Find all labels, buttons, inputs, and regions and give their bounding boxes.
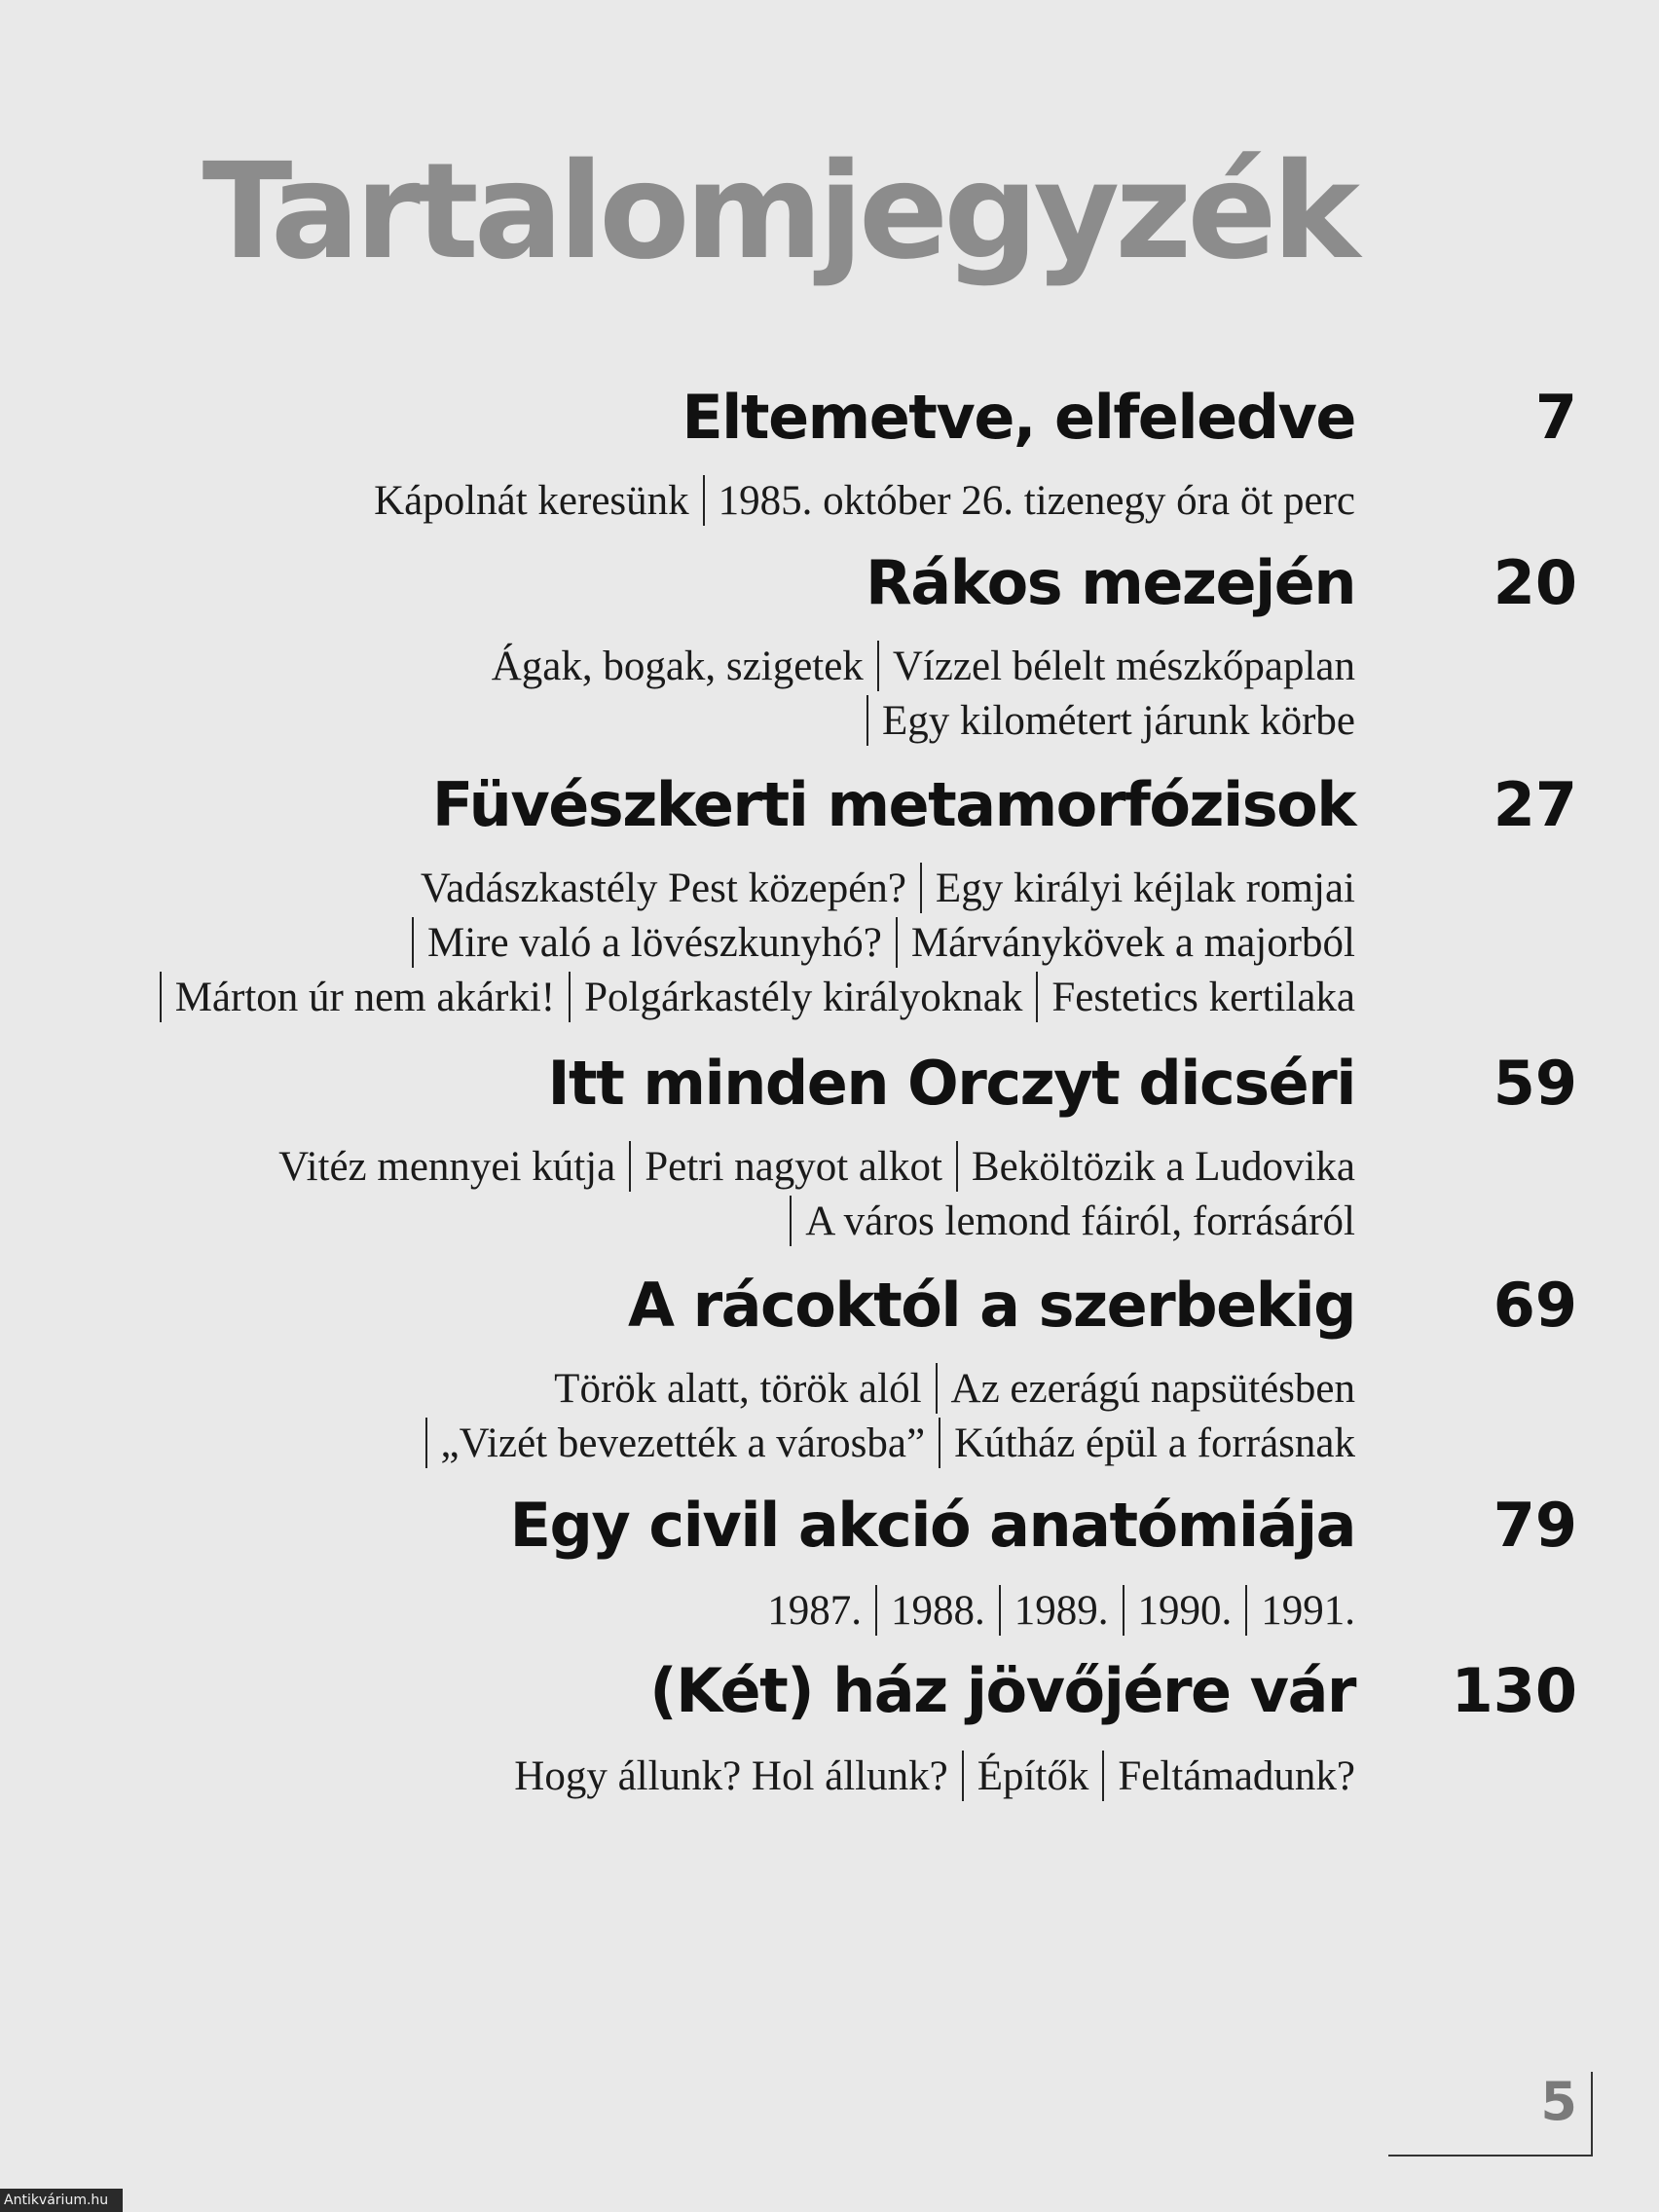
separator-bar <box>1102 1751 1104 1801</box>
separator-bar <box>962 1751 964 1801</box>
subsection-line <box>790 1196 1355 1246</box>
page-number: 5 <box>1540 2071 1577 2132</box>
subsection-title: Kápolnát keresünk <box>374 478 689 524</box>
separator-bar <box>412 917 414 968</box>
subsection-title: Építők <box>977 1753 1089 1799</box>
subsection-title: Török alatt, török alól <box>554 1366 922 1412</box>
subsection-line <box>514 1751 1355 1801</box>
subsection-title: Vízzel bélelt mészkőpaplan <box>892 644 1355 689</box>
subsection-title: Feltámadunk? <box>1118 1753 1355 1799</box>
chapter-title: A rácoktól a szerbekig <box>628 1270 1355 1341</box>
subsection-line <box>866 695 1355 746</box>
subsection-title: 1987. <box>767 1588 862 1634</box>
separator-bar <box>877 641 879 691</box>
separator-bar <box>1123 1585 1124 1636</box>
subsection-line <box>412 917 1355 968</box>
subsection-title: 1989. <box>1014 1588 1109 1634</box>
chapter-title: Rákos mezején <box>866 547 1355 618</box>
separator-bar <box>1245 1585 1247 1636</box>
page-title: Tartalomjegyzék <box>202 135 1355 289</box>
subsection-line <box>278 1141 1355 1192</box>
chapter-page-number: 20 <box>1493 547 1577 618</box>
separator-bar <box>425 1418 427 1468</box>
subsection-title: Márton úr nem akárki! <box>174 975 556 1020</box>
chapter-page-number: 27 <box>1493 769 1577 840</box>
subsection-title: „Vizét bevezették a városba” <box>440 1420 926 1466</box>
subsection-title: Az ezerágú napsütésben <box>950 1366 1355 1412</box>
folio-vertical-rule <box>1591 2072 1593 2156</box>
subsection-line <box>554 1363 1355 1414</box>
subsection-title: Hogy állunk? Hol állunk? <box>514 1753 948 1799</box>
separator-bar <box>790 1196 792 1246</box>
chapter-title: Füvészkerti metamorfózisok <box>431 769 1355 840</box>
chapter-title: Itt minden Orczyt dicséri <box>547 1048 1355 1119</box>
watermark-label: Antikvárium.hu <box>0 2189 123 2212</box>
separator-bar <box>160 972 162 1022</box>
subsection-line <box>425 1418 1356 1468</box>
separator-bar <box>896 917 898 968</box>
subsection-title: Mire való a lövészkunyhó? <box>426 920 882 966</box>
chapter-page-number: 69 <box>1493 1270 1577 1341</box>
separator-bar <box>920 863 922 913</box>
subsection-line <box>160 972 1355 1022</box>
folio-horizontal-rule <box>1388 2155 1593 2157</box>
subsection-title: 1988. <box>891 1588 985 1634</box>
subsection-title: Egy királyi kéjlak romjai <box>935 866 1355 911</box>
separator-bar <box>866 695 868 746</box>
subsection-title: Petri nagyot alkot <box>645 1144 942 1190</box>
separator-bar <box>956 1141 958 1192</box>
subsection-title: A város lemond fáiról, forrásáról <box>805 1198 1355 1244</box>
chapter-title: Egy civil akció anatómiája <box>509 1490 1355 1561</box>
separator-bar <box>1036 972 1038 1022</box>
chapter-page-number: 7 <box>1534 382 1577 453</box>
separator-bar <box>703 475 705 526</box>
separator-bar <box>629 1141 631 1192</box>
subsection-title: Polgárkastély királyoknak <box>584 975 1023 1020</box>
subsection-title: Vitéz mennyei kútja <box>278 1144 616 1190</box>
subsection-line <box>492 641 1355 691</box>
separator-bar <box>939 1418 940 1468</box>
separator-bar <box>569 972 571 1022</box>
subsection-title: 1991. <box>1261 1588 1355 1634</box>
chapter-title: Eltemetve, elfeledve <box>682 382 1355 453</box>
subsection-title: 1990. <box>1137 1588 1233 1634</box>
chapter-page-number: 59 <box>1493 1048 1577 1119</box>
subsection-title: 1985. október 26. tizenegy óra öt perc <box>718 478 1355 524</box>
subsection-line <box>374 475 1355 526</box>
separator-bar <box>875 1585 877 1636</box>
subsection-title: Kútház épül a forrásnak <box>954 1420 1355 1466</box>
subsection-title: Márványkövek a majorból <box>910 920 1355 966</box>
chapter-page-number: 79 <box>1493 1490 1577 1561</box>
subsection-title: Vadászkastély Pest közepén? <box>420 866 906 911</box>
chapter-page-number: 130 <box>1451 1655 1577 1726</box>
subsection-title: Egy kilométert járunk körbe <box>882 698 1355 744</box>
chapter-title: (Két) ház jövőjére vár <box>649 1655 1355 1726</box>
subsection-line <box>421 863 1355 913</box>
subsection-title: Festetics kertilaka <box>1051 975 1355 1020</box>
separator-bar <box>999 1585 1001 1636</box>
separator-bar <box>936 1363 938 1414</box>
subsection-title: Beköltözik a Ludovika <box>971 1144 1355 1190</box>
subsection-line <box>767 1585 1355 1636</box>
subsection-title: Ágak, bogak, szigetek <box>491 644 864 689</box>
